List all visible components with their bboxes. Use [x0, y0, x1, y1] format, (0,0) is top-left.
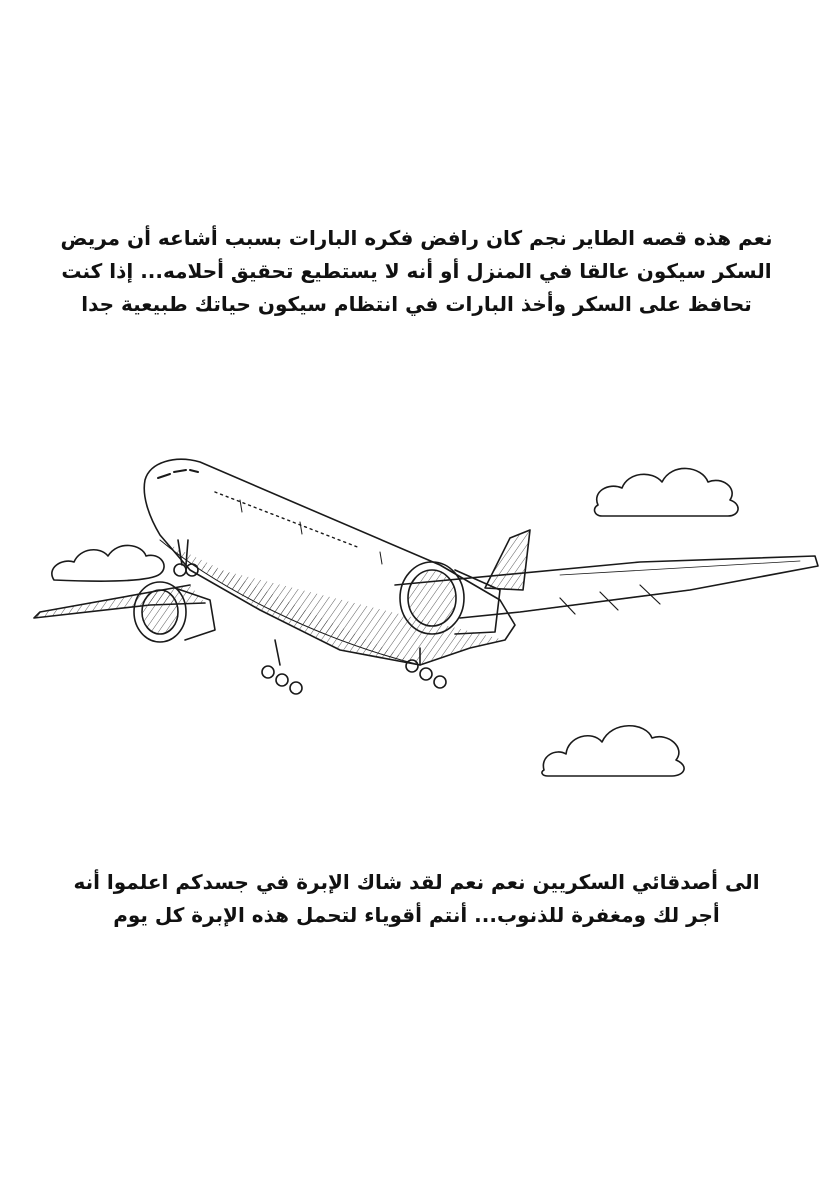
cloud-bottom-icon [542, 726, 684, 776]
top-caption-line-2: السكر سيكون عالقا في المنزل أو أنه لا يستطيع تحقيق أحلامه... إذا كنت [61, 259, 772, 283]
main-gear-left [262, 640, 302, 694]
cloud-right-icon [595, 468, 739, 516]
cloud-left-icon [52, 545, 164, 581]
top-caption-line-3: تحافظ على السكر وأخذ البارات في انتظام سيكون حياتك طبيعية جدا [81, 292, 752, 316]
top-caption-line-1: نعم هذه قصه الطاير نجم كان رافض فكره البارات بسبب أشاعه أن مريض [60, 226, 773, 250]
tail-fin [485, 530, 530, 590]
right-wing [395, 556, 818, 618]
bottom-caption-line-1: الى أصدقائي السكريين نعم نعم لقد شاك الإبرة في جسدكم اعلموا أنه [73, 870, 760, 894]
bottom-caption [60, 866, 773, 932]
bottom-caption-line-2: أجر لك ومغفرة للذنوب... أنتم أقوياء لتحمل هذه الإبرة كل يوم [113, 903, 720, 927]
